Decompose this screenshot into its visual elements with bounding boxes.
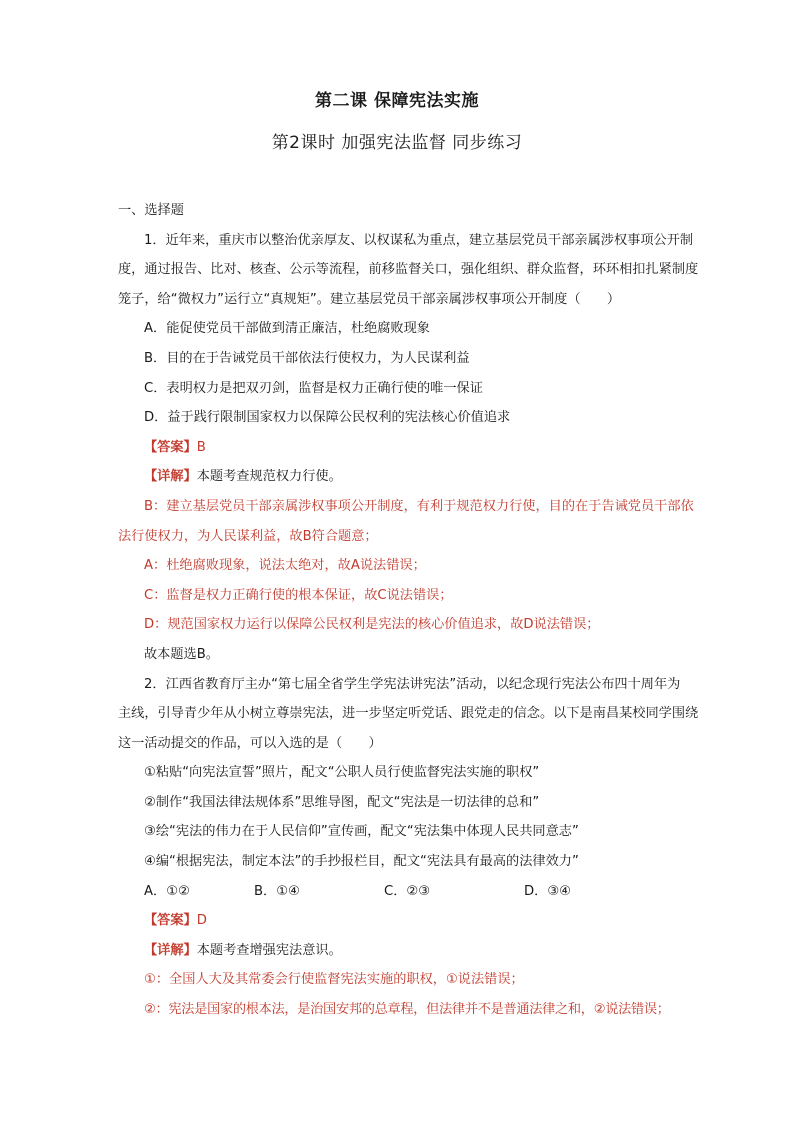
q1-stem-line: 度，通过报告、比对、核查、公示等流程，前移监督关口，强化组织、群众监督，环环相扣扎紧制度 [118,262,699,278]
q1-explain-line: B：建立基层党员干部亲属涉权事项公开制度，有利于规范权力行使，目的在于告诫党员干部依 [144,498,694,514]
section-heading: 一、选择题 [118,203,184,218]
answer-tag: 【答案】 [144,439,197,455]
q1-option-c: C．表明权力是把双刃剑，监督是权力正确行使的唯一保证 [144,380,483,396]
q2-option-c: C．②③ [384,883,431,899]
q1-option-d: D．益于践行限制国家权力以保障公民权利的宪法核心价值追求 [144,410,511,426]
q1-option-a: A．能促使党员干部做到清正廉洁，杜绝腐败现象 [144,321,430,337]
q2-item-1: ①粘贴“向宪法宣誓”照片，配文“公职人员行使监督宪法实施的职权” [144,765,540,781]
q1-conclusion: 故本题选B。 [144,646,219,662]
q2-item-4: ④编“根据宪法，制定本法”的手抄报栏目，配文“宪法具有最高的法律效力” [144,854,579,870]
q2-item-3: ③绘“宪法的伟力在于人民信仰”宣传画，配文“宪法集中体现人民共同意志” [144,824,579,840]
explain-tag: 【详解】 [144,469,197,485]
q2-option-a: A．①② [144,883,190,899]
explain-head-text: 本题考查规范权力行使。 [196,469,342,485]
explain-tag: 【详解】 [144,942,197,958]
explain-head-text: 本题考查增强宪法意识。 [196,942,342,958]
q2-options-row [118,877,690,907]
lesson-subtitle: 第2课时 加强宪法监督 同步练习 [271,133,523,153]
q1-option-b: B．目的在于告诫党员干部依法行使权力，为人民谋利益 [144,350,470,366]
answer-tag: 【答案】 [144,913,197,929]
q1-explain-line: A：杜绝腐败现象，说法太绝对，故A说法错误； [144,558,426,574]
q2-stem-line: 2．江西省教育厅主办“第七届全省学生学宪法讲宪法”活动，以纪念现行宪法公布四十周年为 [144,676,681,692]
answer-value: B [196,439,206,455]
q2-explain-line: ②：宪法是国家的根本法，是治国安邦的总章程，但法律并不是普通法律之和，②说法错误； [144,1002,670,1018]
exercise-content [118,196,699,1025]
lesson-title: 第二课 保障宪法实施 [315,91,479,111]
q2-explain-line: ①：全国人大及其常委会行使监督宪法实施的职权，①说法错误； [144,972,524,988]
q1-explain-head [118,462,690,492]
q1-explain-line: C：监督是权力正确行使的根本保证，故C说法错误； [144,587,453,603]
q2-stem-line: 这一活动提交的作品，可以入选的是（ ） [118,735,382,751]
answer-value: D [196,913,207,929]
q1-stem-line: 笼子，给“微权力”运行立“真规矩”。建立基层党员干部亲属涉权事项公开制度（ ） [118,291,621,307]
q1-stem-line: 1．近年来，重庆市以整治优亲厚友、以权谋私为重点，建立基层党员干部亲属涉权事项公开制 [144,232,694,248]
q2-stem-line: 主线，引导青少年从小树立尊崇宪法，进一步坚定听党话、跟党走的信念。以下是南昌某校同学围绕 [118,706,699,722]
q2-option-b: B．①④ [254,883,300,899]
q2-explain-head [118,936,690,966]
q1-explain-line: 法行使权力，为人民谋利益，故B符合题意； [118,528,378,544]
q2-item-2: ②制作“我国法律法规体系”思维导图，配文“宪法是一切法律的总和” [144,794,540,810]
q2-answer [118,906,690,936]
q1-answer [118,433,690,463]
q2-option-d: D．③④ [524,883,571,899]
q1-explain-line: D：规范国家权力运行以保障公民权利是宪法的核心价值追求，故D说法错误； [144,617,600,633]
